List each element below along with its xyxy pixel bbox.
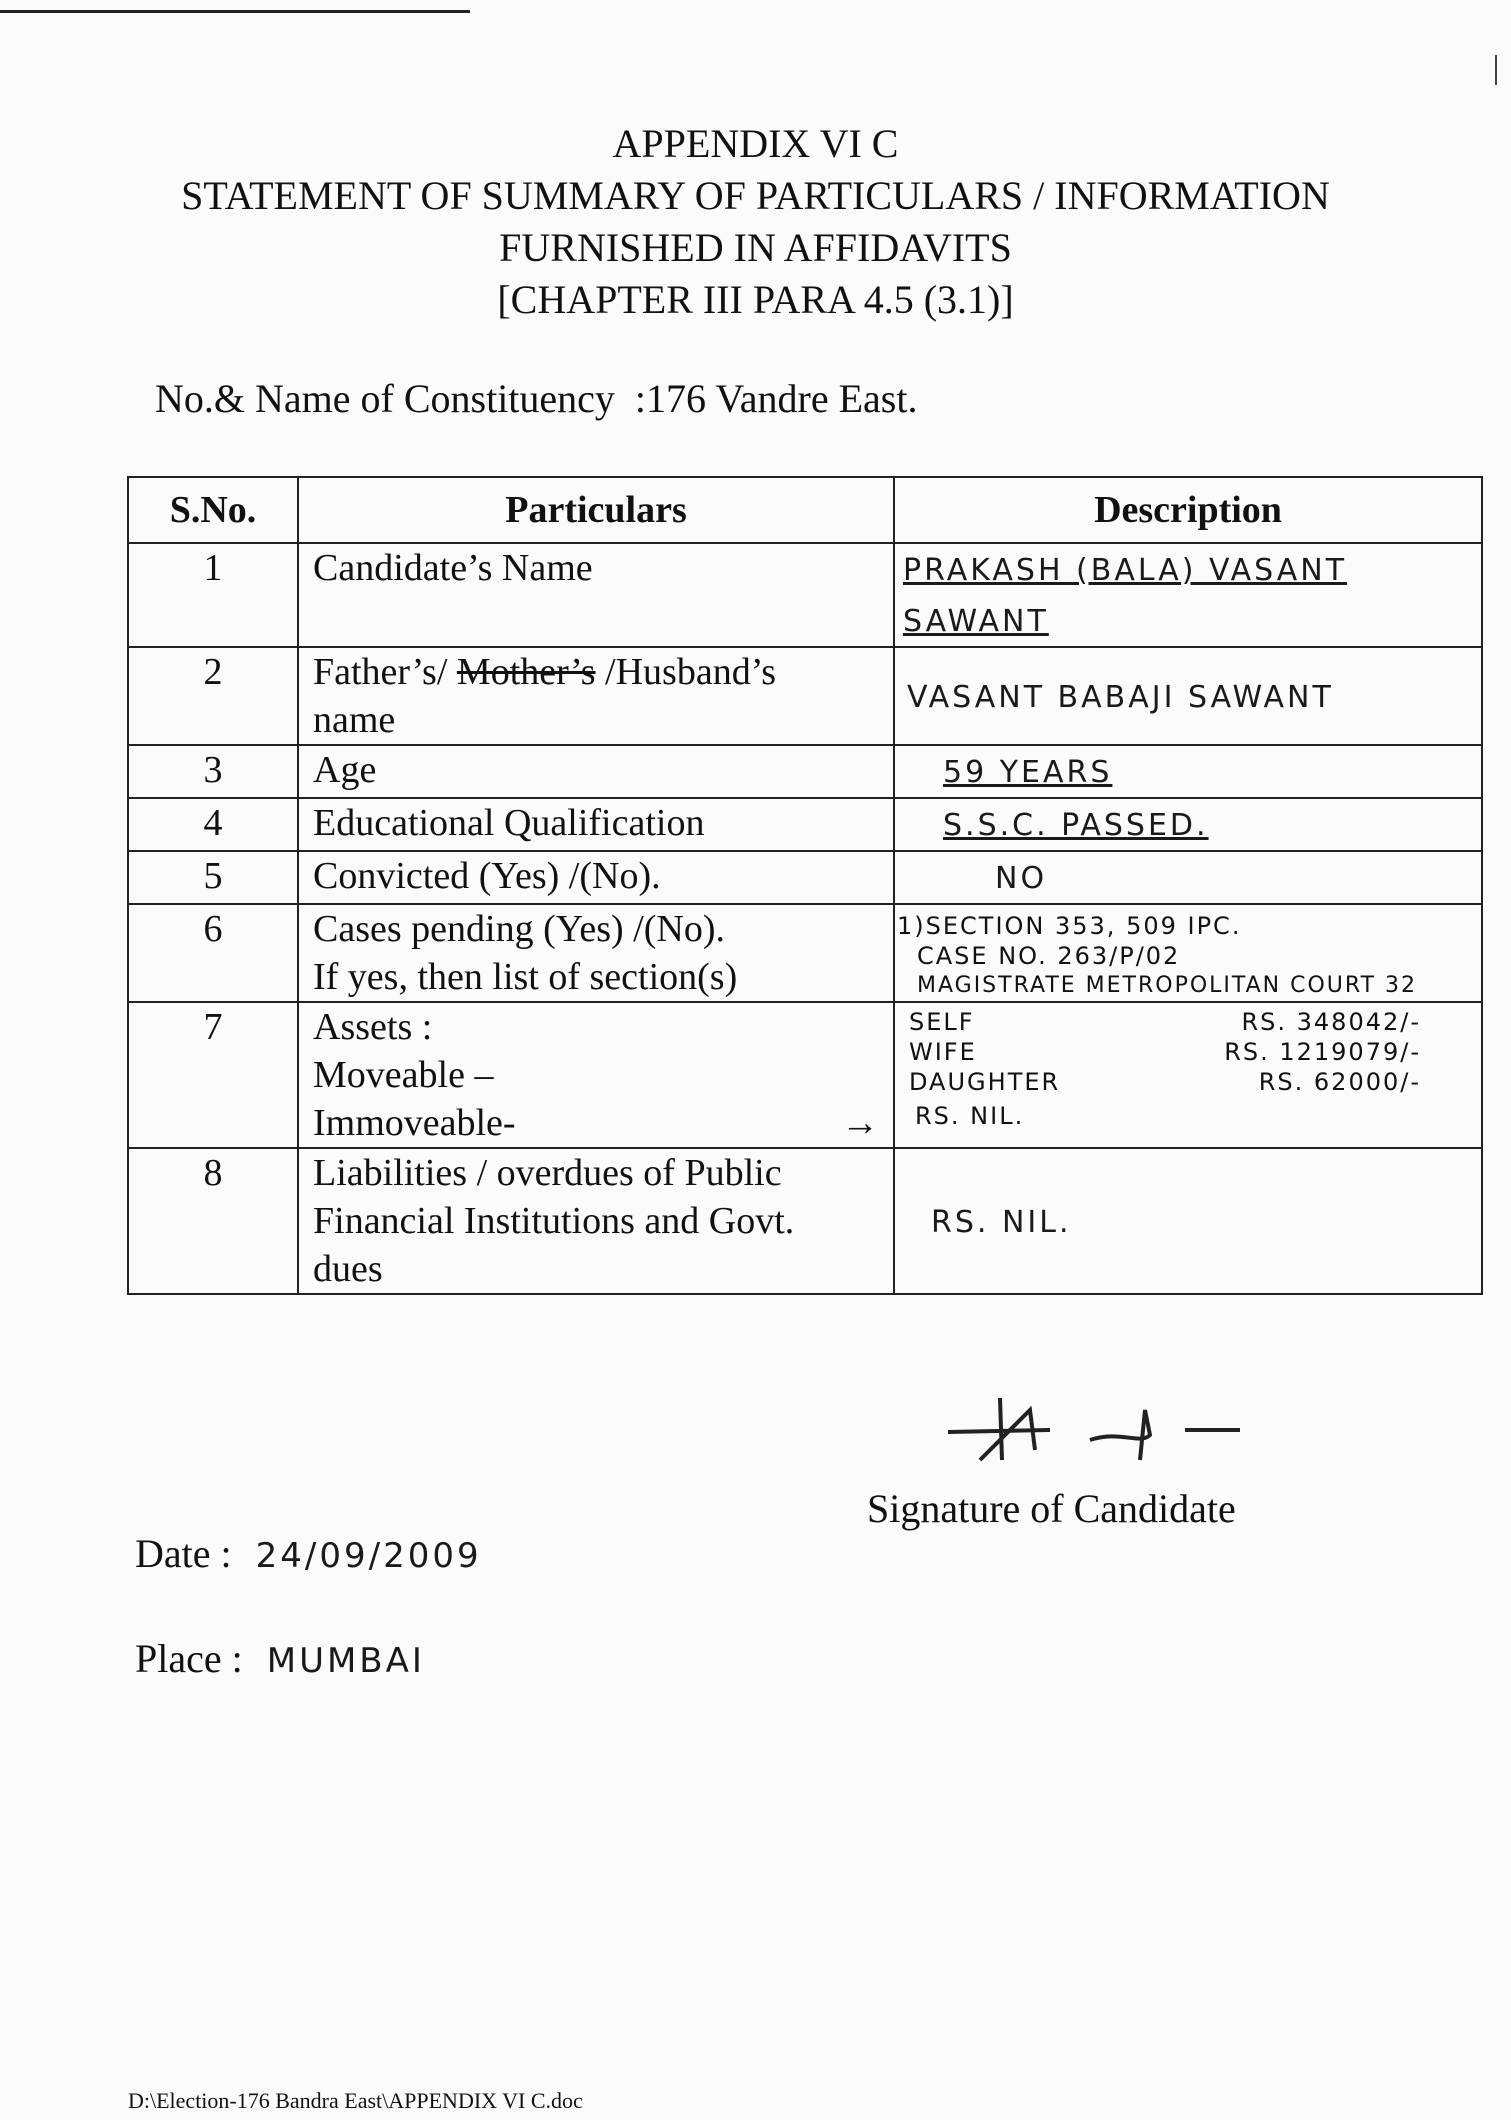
asset-self-amount: RS. 348042/- <box>1241 1008 1421 1036</box>
place-line <box>135 1635 425 1682</box>
moveable-label: Moveable – <box>313 1054 494 1096</box>
arrow-icon: → <box>841 1102 879 1144</box>
particulars-table <box>127 476 1483 1295</box>
asset-wife-row <box>909 1037 1481 1067</box>
file-path-footer: D:\Election-176 Bandra East\APPENDIX VI C.doc <box>128 2088 583 2113</box>
case-section-value: 1)SECTION 353, 509 IPC. <box>897 912 1242 940</box>
assets-label: Assets : <box>313 1006 433 1048</box>
signature-label: Signature of Candidate <box>867 1486 1236 1531</box>
particulars-father: Father’s/ <box>313 651 457 693</box>
row-description <box>894 1148 1482 1294</box>
row-particulars: Candidate’s Name <box>298 543 894 647</box>
header-particulars: Particulars <box>298 477 894 543</box>
particulars-mother-struck: Mother’s <box>456 651 596 693</box>
affidavit-title: FURNISHED IN AFFIDAVITS <box>499 225 1012 270</box>
particulars-husband: Husband’s <box>615 651 777 693</box>
top-rule <box>0 10 470 13</box>
constituency-line <box>155 375 917 422</box>
row-sno: 4 <box>128 798 298 851</box>
table-row <box>128 745 1482 798</box>
row-sno: 2 <box>128 647 298 745</box>
particulars-slash: / <box>595 651 616 693</box>
immoveable-value: RS. NIL. <box>915 1102 1025 1130</box>
table-row <box>128 798 1482 851</box>
row-sno: 5 <box>128 851 298 904</box>
asset-self-row <box>909 1007 1481 1037</box>
row-particulars: Convicted (Yes) /(No). <box>298 851 894 904</box>
case-court-value: MAGISTRATE METROPOLITAN COURT 32 <box>917 973 1418 998</box>
row-sno: 8 <box>128 1148 298 1294</box>
row-description <box>894 851 1482 904</box>
chapter-reference: [CHAPTER III PARA 4.5 (3.1)] <box>497 277 1014 322</box>
header-sno: S.No. <box>128 477 298 543</box>
row-particulars: Age <box>298 745 894 798</box>
liabilities-line-1: Liabilities / overdues of Public <box>313 1152 782 1194</box>
header-description: Description <box>894 477 1482 543</box>
row-description <box>894 647 1482 745</box>
row-description <box>894 745 1482 798</box>
asset-daughter-row <box>909 1067 1481 1097</box>
row-particulars <box>298 1148 894 1294</box>
father-name-value: VASANT BABAJI SAWANT <box>907 679 1334 715</box>
table-row <box>128 1148 1482 1294</box>
immoveable-label: Immoveable- <box>313 1102 516 1144</box>
row-particulars: Educational Qualification <box>298 798 894 851</box>
asset-self-label: SELF <box>909 1008 975 1036</box>
row-sno: 1 <box>128 543 298 647</box>
place-value: MUMBAI <box>266 1641 425 1681</box>
row-sno: 6 <box>128 904 298 1002</box>
date-label: Date : <box>135 1531 232 1576</box>
statement-title: STATEMENT OF SUMMARY OF PARTICULARS / INFORMATION <box>181 173 1330 218</box>
table-row <box>128 904 1482 1002</box>
sections-list-label: If yes, then list of section(s) <box>313 956 738 998</box>
signature-mark <box>940 1390 1280 1470</box>
candidate-name-value: PRAKASH (BALA) VASANT SAWANT <box>903 553 1348 639</box>
asset-daughter-label: DAUGHTER <box>909 1068 1061 1096</box>
scan-mark <box>1495 55 1497 85</box>
row-particulars <box>298 904 894 1002</box>
row-description <box>894 904 1482 1002</box>
candidate-signature <box>940 1390 1280 1470</box>
age-value: 59 YEARS <box>943 755 1113 790</box>
constituency-value: :176 Vandre East. <box>634 376 918 421</box>
row-sno: 7 <box>128 1002 298 1148</box>
cases-pending-label: Cases pending (Yes) /(No). <box>313 908 725 950</box>
case-number-value: CASE NO. 263/P/02 <box>917 942 1181 970</box>
asset-wife-label: WIFE <box>909 1038 977 1066</box>
table-header-row <box>128 477 1482 543</box>
row-sno: 3 <box>128 745 298 798</box>
row-description <box>894 1002 1482 1148</box>
table-row <box>128 1002 1482 1148</box>
particulars-name-word: name <box>313 699 396 741</box>
row-particulars <box>298 647 894 745</box>
row-particulars <box>298 1002 894 1148</box>
table-row <box>128 543 1482 647</box>
appendix-title: APPENDIX VI C <box>612 121 899 166</box>
place-label: Place : <box>135 1636 243 1681</box>
education-value: S.S.C. PASSED. <box>943 808 1209 843</box>
liabilities-value: RS. NIL. <box>931 1204 1072 1240</box>
date-value: 24/09/2009 <box>255 1536 482 1576</box>
liabilities-line-3: dues <box>313 1248 383 1290</box>
asset-wife-amount: RS. 1219079/- <box>1224 1038 1421 1066</box>
row-description <box>894 543 1482 647</box>
table-row <box>128 647 1482 745</box>
convicted-value: NO <box>995 861 1048 896</box>
table-row <box>128 851 1482 904</box>
date-line <box>135 1530 482 1577</box>
constituency-label: No.& Name of Constituency <box>155 376 615 421</box>
liabilities-line-2: Financial Institutions and Govt. <box>313 1200 795 1242</box>
row-description <box>894 798 1482 851</box>
asset-daughter-amount: RS. 62000/- <box>1258 1068 1421 1096</box>
